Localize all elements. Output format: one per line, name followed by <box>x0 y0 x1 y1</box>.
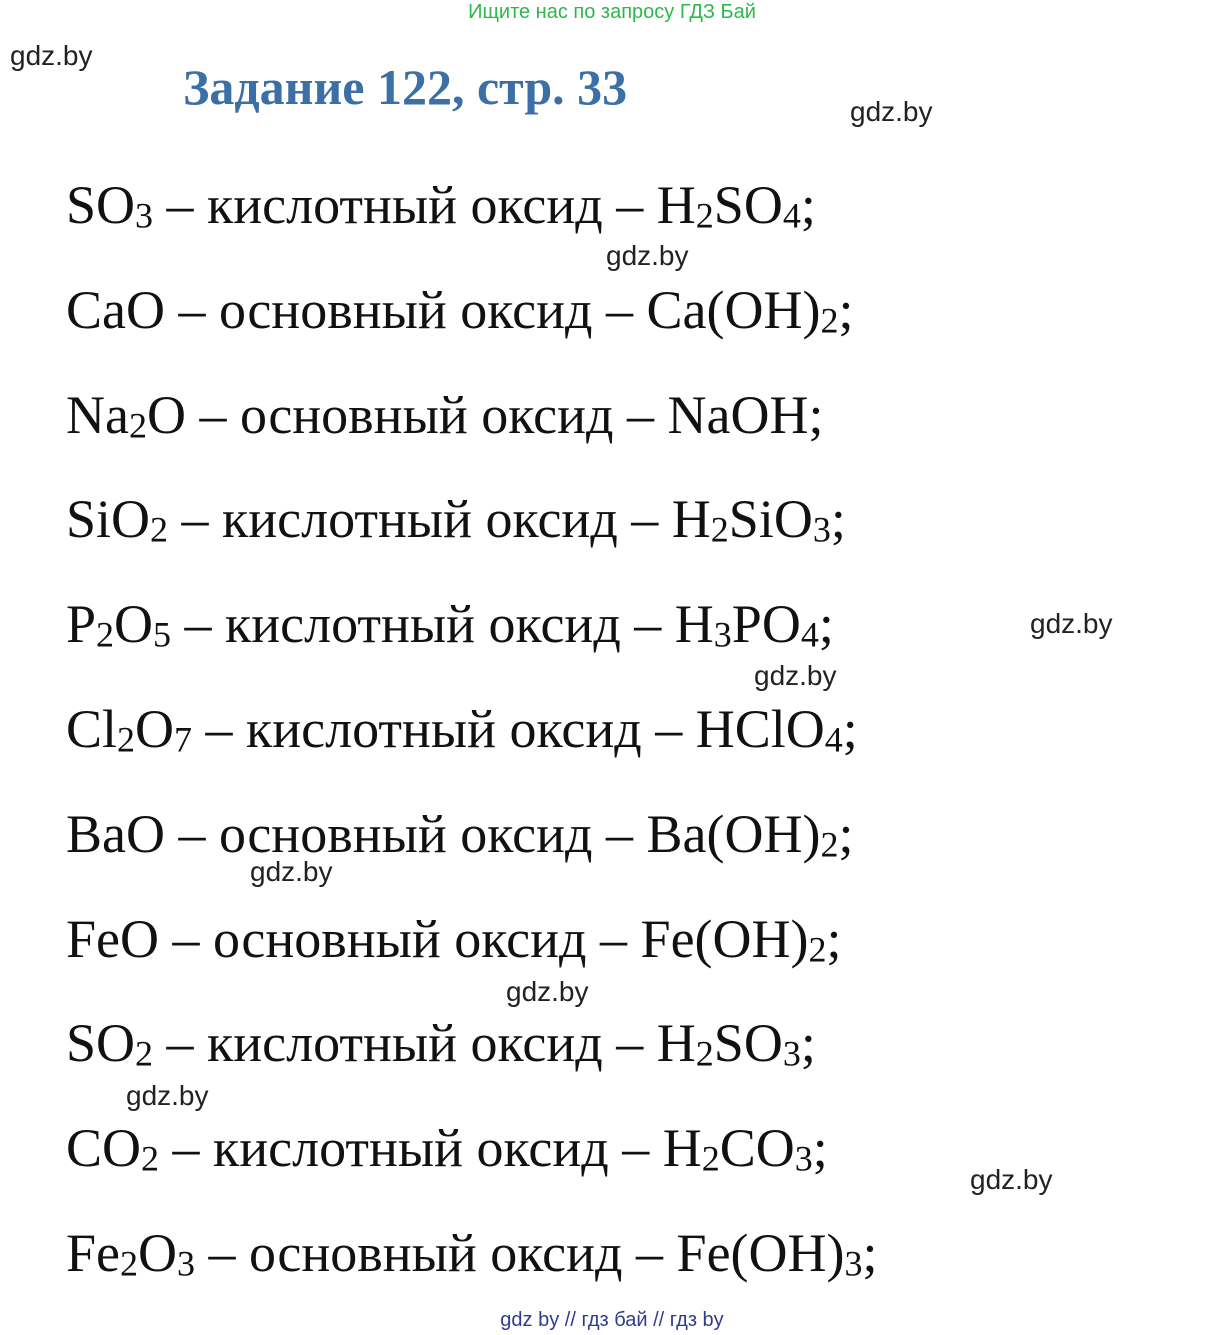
watermark: gdz.by <box>506 976 589 1007</box>
oxide-type: – кислотный оксид – <box>159 1118 663 1178</box>
oxide-line <box>66 1218 878 1288</box>
oxide-type: – основный оксид – <box>159 909 641 969</box>
hydroxide-formula: $H_2SiO_3$; <box>671 489 846 550</box>
oxide-formula: BaO <box>66 804 165 864</box>
watermark: gdz.by <box>850 96 933 127</box>
page-title: Задание 122, стр. 33 <box>183 59 628 115</box>
oxide-formula: FeO <box>66 909 159 969</box>
oxide-formula: $CO_2$ <box>66 1118 160 1179</box>
oxide-formula: $Fe_2O_3$ <box>66 1223 195 1284</box>
hydroxide-formula: $H_3PO_4$; <box>674 594 834 655</box>
oxide-type: – кислотный оксид – <box>192 699 696 759</box>
watermark: gdz.by <box>970 1164 1053 1195</box>
oxide-formula: $Cl_2O_7$ <box>66 699 193 760</box>
hydroxide-formula: $Ba(OH)_2$; <box>646 804 854 865</box>
hydroxide-formula: HClO$_4$; <box>695 699 858 760</box>
oxide-type: – основный оксид – <box>185 385 668 445</box>
watermark: gdz.by <box>10 40 93 71</box>
hydroxide-formula: $Ca(OH)_2$; <box>646 280 854 341</box>
oxide-formula: $Na_2O$ <box>66 385 186 446</box>
oxide-type: – основный оксид – <box>164 804 647 864</box>
hydroxide-formula: $Fe(OH)_2$; <box>640 909 842 970</box>
oxide-formula: $SO_3$ <box>66 175 154 236</box>
hydroxide-formula: $H_2SO_4$; <box>656 175 816 236</box>
oxide-type: – кислотный оксид – <box>153 175 657 235</box>
oxide-type: – кислотный оксид – <box>153 1013 657 1073</box>
oxide-line <box>66 904 842 974</box>
oxide-line <box>66 589 834 659</box>
footer-links[interactable]: gdz by // гдз бай // гдз by <box>500 1309 724 1331</box>
oxide-line <box>66 799 853 869</box>
oxide-line <box>66 380 823 450</box>
oxide-line <box>66 170 816 240</box>
watermark: gdz.by <box>606 240 689 271</box>
oxide-formula: $SO_2$ <box>66 1013 154 1074</box>
watermark: gdz.by <box>126 1080 209 1111</box>
hydroxide-formula: $H_2SO_3$; <box>656 1013 816 1074</box>
oxide-formula: $P_2O_5$ <box>66 594 172 655</box>
oxide-line <box>66 275 853 345</box>
oxide-type: – основный оксид – <box>164 280 647 340</box>
oxide-line <box>66 1008 816 1078</box>
oxide-type: – кислотный оксид – <box>168 489 672 549</box>
hydroxide-formula: NaOH; <box>667 385 824 445</box>
watermark: gdz.by <box>250 856 333 887</box>
oxide-line <box>66 1113 828 1183</box>
oxide-formula: SiO$_2$ <box>66 489 169 550</box>
hydroxide-formula: $Fe(OH)_3$; <box>676 1223 878 1284</box>
oxide-type: – основный оксид – <box>195 1223 677 1283</box>
hydroxide-formula: $H_2CO_3$; <box>662 1118 828 1179</box>
watermark: gdz.by <box>1030 608 1113 639</box>
top-banner[interactable]: Ищите нас по запросу ГДЗ Бай <box>468 1 756 23</box>
oxide-line <box>66 694 858 764</box>
oxide-line <box>66 484 846 554</box>
oxide-formula: CaO <box>66 280 165 340</box>
oxide-type: – кислотный оксид – <box>171 594 675 654</box>
watermark: gdz.by <box>754 660 837 691</box>
